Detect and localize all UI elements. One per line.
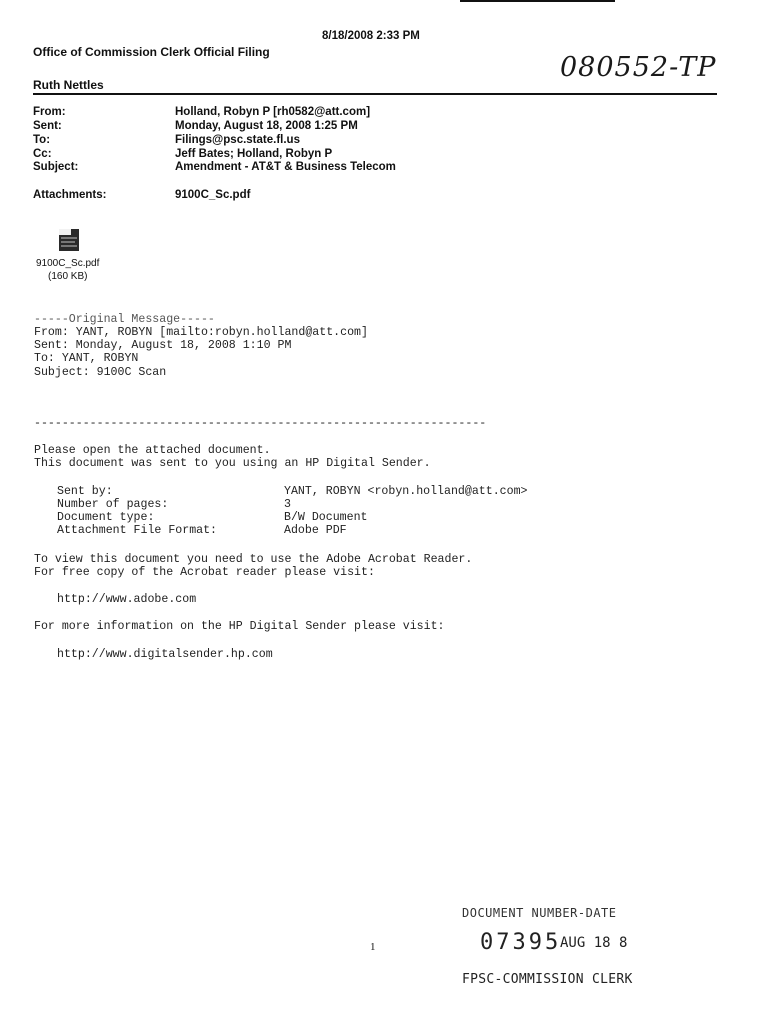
detail-value: Adobe PDF: [284, 524, 347, 537]
docket-handwritten: 080552-TP: [560, 52, 717, 83]
from-value: Holland, Robyn P [rh0582@att.com]: [175, 106, 371, 118]
pdf-file-icon[interactable]: [58, 228, 80, 252]
to-label: To:: [33, 134, 51, 146]
top-rule: [460, 0, 615, 2]
sent-value: Monday, August 18, 2008 1:25 PM: [175, 120, 358, 132]
sent-label: Sent:: [33, 120, 62, 132]
cc-label: Cc:: [33, 148, 52, 160]
stamp-date: AUG 18 8: [560, 935, 628, 951]
page-number: 1: [370, 941, 376, 953]
detail-label: Sent by:: [57, 485, 113, 498]
subject-label: Subject:: [33, 161, 79, 173]
original-message-separator: -----Original Message-----: [34, 313, 215, 326]
print-timestamp: 8/18/2008 2:33 PM: [322, 30, 420, 42]
stamp-number: 07395: [480, 930, 562, 955]
hp-info-line: For more information on the HP Digital Sender please visit:: [34, 620, 445, 633]
attachments-value[interactable]: 9100C_Sc.pdf: [175, 189, 251, 201]
acrobat-line-1: To view this document you need to use the Adobe Acrobat Reader.: [34, 553, 473, 566]
to-value: Filings@psc.state.fl.us: [175, 134, 300, 146]
header-divider: [33, 93, 717, 95]
detail-value: 3: [284, 498, 291, 511]
acrobat-line-2: For free copy of the Acrobat reader please visit:: [34, 566, 375, 579]
office-title: Office of Commission Clerk Official Filing: [33, 45, 270, 59]
original-from-line: From: YANT, ROBYN [mailto:robyn.holland@att.com]: [34, 326, 368, 339]
body-line-1: Please open the attached document.: [34, 444, 271, 457]
original-to-line: To: YANT, ROBYN: [34, 352, 139, 365]
detail-value: YANT, ROBYN <robyn.holland@att.com>: [284, 485, 528, 498]
adobe-link[interactable]: http://www.adobe.com: [57, 593, 197, 606]
detail-label: Attachment File Format:: [57, 524, 218, 537]
cc-value: Jeff Bates; Holland, Robyn P: [175, 148, 333, 160]
hp-link[interactable]: http://www.digitalsender.hp.com: [57, 648, 273, 661]
attachment-filename[interactable]: 9100C_Sc.pdf: [36, 258, 100, 269]
original-subject-line: Subject: 9100C Scan: [34, 366, 167, 379]
original-sent-line: Sent: Monday, August 18, 2008 1:10 PM: [34, 339, 292, 352]
body-line-2: This document was sent to you using an HP Digital Sender.: [34, 457, 431, 470]
detail-label: Number of pages:: [57, 498, 169, 511]
from-label: From:: [33, 106, 66, 118]
body-divider: -----------------------------------------------------------------: [34, 417, 487, 430]
subject-value: Amendment - AT&T & Business Telecom: [175, 161, 396, 173]
attachments-label: Attachments:: [33, 189, 107, 201]
stamp-title: DOCUMENT NUMBER-DATE: [462, 906, 617, 920]
detail-value: B/W Document: [284, 511, 368, 524]
attachment-size: (160 KB): [48, 271, 88, 282]
recipient-name: Ruth Nettles: [33, 78, 104, 92]
detail-label: Document type:: [57, 511, 155, 524]
stamp-org: FPSC-COMMISSION CLERK: [462, 972, 633, 987]
